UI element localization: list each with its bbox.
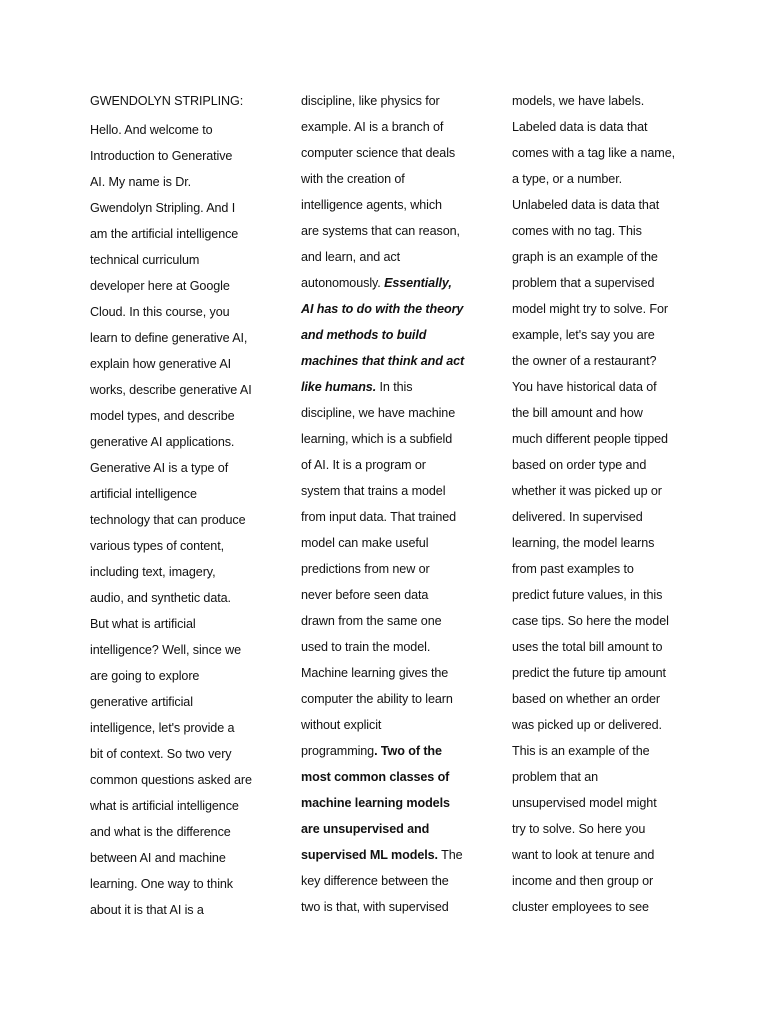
text-line: technical curriculum [90,253,200,267]
text-line: and learn, and act [301,250,401,264]
text-segment: programming [301,744,375,758]
column-2 [301,88,476,920]
text-line: explain how generative AI [90,357,232,371]
text-line: example, let's say you are [512,328,655,342]
text-line: bit of context. So two very [90,747,232,761]
text-line: Labeled data is data that [512,120,648,134]
text-line: generative artificial [90,695,193,709]
text-line [301,374,476,400]
text-line: used to train the model. [301,640,431,654]
bold-text: . Two of the [374,744,442,758]
text-line: Gwendolyn Stripling. And I [90,201,236,215]
column-1 [90,88,265,923]
text-line: problem that a supervised [512,276,655,290]
text-line: predict future values, in this [512,588,663,602]
emphasis-line: and methods to build [301,328,427,342]
text-line: predictions from new or [301,562,430,576]
text-line [301,270,476,296]
text-line: without explicit [301,718,382,732]
text-line: Generative AI is a type of [90,461,229,475]
text-line: common questions asked are [90,773,252,787]
text-line: from input data. That trained [301,510,457,524]
text-line: from past examples to [512,562,634,576]
text-line: was picked up or delivered. [512,718,662,732]
text-line: with the creation of [301,172,405,186]
column-3 [512,88,687,920]
emphasis-line: machines that think and act [301,354,465,368]
text-line: computer science that deals [301,146,456,160]
text-line: learning, which is a subfield [301,432,453,446]
text-line: between AI and machine [90,851,226,865]
text-line: uses the total bill amount to [512,640,663,654]
text-line: two is that, with supervised [301,900,449,914]
text-line: what is artificial intelligence [90,799,239,813]
text-line: system that trains a model [301,484,446,498]
text-line: developer here at Google [90,279,230,293]
text-segment: autonomously. [301,276,385,290]
text-line: intelligence agents, which [301,198,442,212]
text-line: of AI. It is a program or [301,458,426,472]
text-line: learning. One way to think [90,877,234,891]
text-line: audio, and synthetic data. [90,591,231,605]
text-line: AI. My name is Dr. [90,175,192,189]
text-line: Cloud. In this course, you [90,305,230,319]
text-line: unsupervised model might [512,796,657,810]
text-line [301,738,476,764]
text-line: comes with a tag like a name, [512,146,675,160]
text-line: Machine learning gives the [301,666,449,680]
bold-text: supervised ML models. [301,848,438,862]
text-line: cluster employees to see [512,900,649,914]
text-line: much different people tipped [512,432,668,446]
bold-line: most common classes of [301,770,450,784]
text-line: and what is the difference [90,825,231,839]
text-line: predict the future tip amount [512,666,666,680]
text-line: works, describe generative AI [90,383,252,397]
text-line: income and then group or [512,874,654,888]
text-line: Hello. And welcome to [90,123,213,137]
emphasis-text: Essentially, [384,276,452,290]
text-line: case tips. So here the model [512,614,669,628]
text-line: want to look at tenure and [512,848,655,862]
text-line: are going to explore [90,669,200,683]
text-line: delivered. In supervised [512,510,643,524]
text-line [301,842,476,868]
text-line: based on whether an order [512,692,661,706]
text-line: model can make useful [301,536,429,550]
text-line: based on order type and [512,458,647,472]
text-line: models, we have labels. [512,94,645,108]
text-line: example. AI is a branch of [301,120,444,134]
emphasis-text: like humans. [301,380,377,394]
text-line: about it is that AI is a [90,903,204,917]
text-line: intelligence, let's provide a [90,721,235,735]
text-line: learning, the model learns [512,536,655,550]
text-line: learn to define generative AI, [90,331,248,345]
text-line: never before seen data [301,588,429,602]
text-line: intelligence? Well, since we [90,643,241,657]
text-line: artificial intelligence [90,487,197,501]
text-line: graph is an example of the [512,250,658,264]
text-line: discipline, we have machine [301,406,456,420]
text-line: including text, imagery, [90,565,216,579]
text-line: Introduction to Generative [90,149,233,163]
emphasis-line: AI has to do with the theory [301,302,464,316]
text-line: key difference between the [301,874,449,888]
text-line: are systems that can reason, [301,224,460,238]
text-line: drawn from the same one [301,614,442,628]
text-line: You have historical data of [512,380,657,394]
text-line: whether it was picked up or [512,484,662,498]
text-line: Unlabeled data is data that [512,198,660,212]
text-line: This is an example of the [512,744,650,758]
text-line: computer the ability to learn [301,692,453,706]
text-line: problem that an [512,770,599,784]
text-line: various types of content, [90,539,225,553]
text-line: am the artificial intelligence [90,227,239,241]
text-line: model types, and describe [90,409,235,423]
bold-line: are unsupervised and [301,822,430,836]
bold-line: machine learning models [301,796,450,810]
text-line: the owner of a restaurant? [512,354,657,368]
text-line: model might try to solve. For [512,302,668,316]
text-segment: The [437,848,463,862]
text-line: technology that can produce [90,513,246,527]
speaker-name: GWENDOLYN STRIPLING: [90,94,244,108]
text-segment: In this [376,380,413,394]
text-line: the bill amount and how [512,406,643,420]
text-line: generative AI applications. [90,435,235,449]
text-line: comes with no tag. This [512,224,642,238]
text-line: a type, or a number. [512,172,623,186]
text-line: But what is artificial [90,617,196,631]
text-line: discipline, like physics for [301,94,440,108]
text-line: try to solve. So here you [512,822,646,836]
